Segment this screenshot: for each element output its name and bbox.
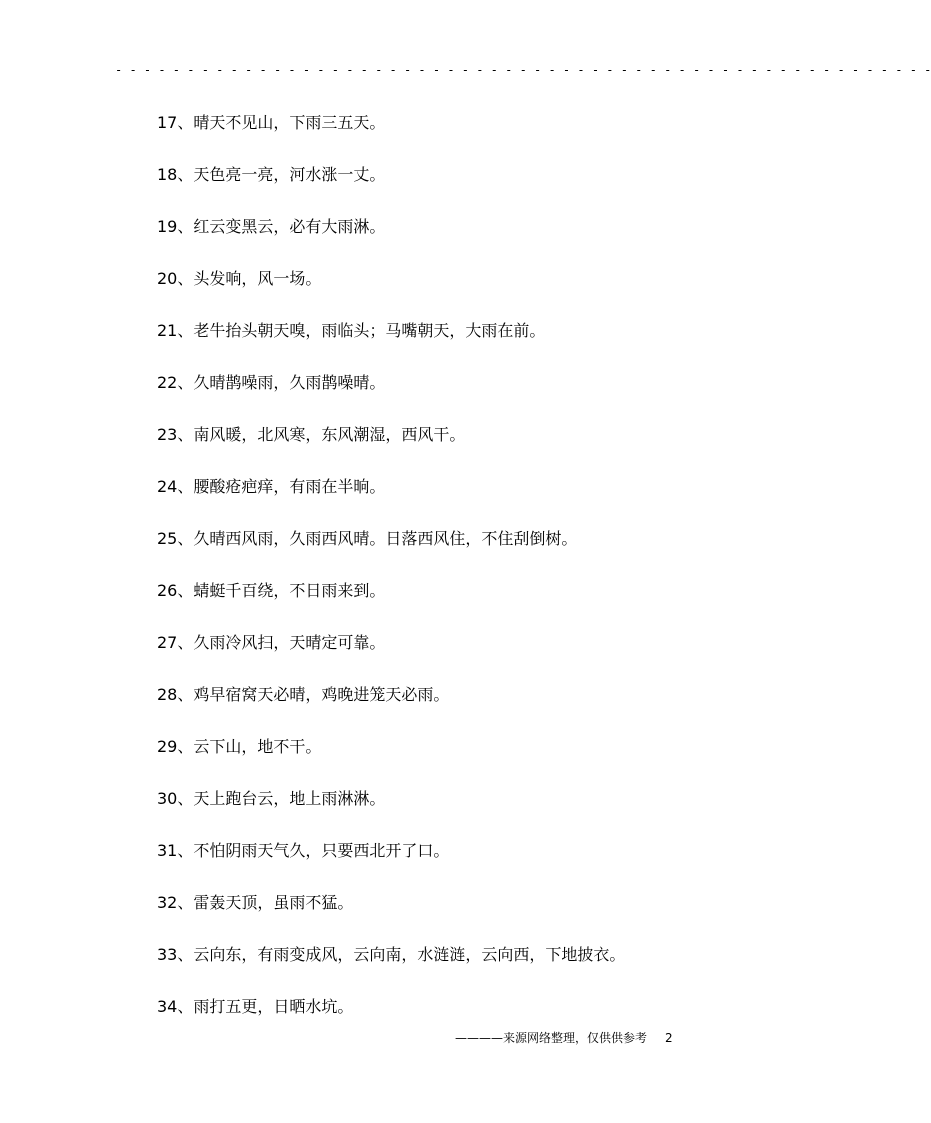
proverb-number: 19、 — [157, 217, 194, 236]
proverb-text: 南风暖，北风寒，东风潮湿，西风干。 — [193, 425, 466, 444]
proverb-list — [157, 110, 717, 1046]
list-item — [157, 734, 717, 786]
proverb-text: 蜻蜓千百绕，不日雨来到。 — [193, 581, 386, 600]
proverb-text: 雷轰天顶，虽雨不猛。 — [193, 893, 354, 912]
proverb-text: 不怕阴雨天气久，只要西北开了口。 — [193, 841, 450, 860]
proverb-number: 21、 — [157, 321, 194, 340]
proverb-number: 18、 — [157, 165, 194, 184]
list-item — [157, 318, 717, 370]
proverb-text: 红云变黑云，必有大雨淋。 — [193, 217, 386, 236]
proverb-number: 29、 — [157, 737, 194, 756]
proverb-number: 30、 — [157, 789, 194, 808]
list-item — [157, 110, 717, 162]
list-item — [157, 162, 717, 214]
proverb-number: 24、 — [157, 477, 194, 496]
list-item — [157, 266, 717, 318]
proverb-number: 23、 — [157, 425, 194, 444]
proverb-text: 久雨冷风扫，天晴定可靠。 — [193, 633, 386, 652]
proverb-text: 腰酸疮疤痒，有雨在半晌。 — [193, 477, 386, 496]
proverb-number: 20、 — [157, 269, 194, 288]
list-item — [157, 630, 717, 682]
proverb-text: 云向东，有雨变成风，云向南，水涟涟，云向西，下地披衣。 — [193, 945, 626, 964]
list-item — [157, 422, 717, 474]
proverb-text: 头发响，风一场。 — [193, 269, 322, 288]
footer-source-note: ————来源网络整理，仅供供参考 — [455, 1031, 648, 1045]
list-item — [157, 214, 717, 266]
list-item — [157, 578, 717, 630]
proverb-number: 25、 — [157, 529, 194, 548]
proverb-number: 34、 — [157, 997, 194, 1016]
page-footer — [455, 1029, 673, 1046]
proverb-text: 云下山，地不干。 — [193, 737, 322, 756]
proverb-text: 天上跑台云，地上雨淋淋。 — [193, 789, 386, 808]
proverb-text: 晴天不见山，下雨三五天。 — [193, 113, 386, 132]
list-item — [157, 526, 717, 578]
proverb-number: 32、 — [157, 893, 194, 912]
list-item — [157, 786, 717, 838]
proverb-number: 33、 — [157, 945, 194, 964]
proverb-number: 28、 — [157, 685, 194, 704]
list-item — [157, 838, 717, 890]
header-dashed-rule: - - - - - - - - - - - - - - - - - - - - - - - - - - - - - - - - - - - - - - - - - - - - - - - - - - - - - - - - - — [115, 63, 931, 77]
proverb-number: 26、 — [157, 581, 194, 600]
proverb-text: 久晴西风雨，久雨西风晴。日落西风住，不住刮倒树。 — [193, 529, 578, 548]
proverb-text: 天色亮一亮，河水涨一丈。 — [193, 165, 386, 184]
list-item — [157, 890, 717, 942]
proverb-number: 22、 — [157, 373, 194, 392]
list-item — [157, 942, 717, 994]
proverb-number: 31、 — [157, 841, 194, 860]
proverb-text: 老牛抬头朝天嗅，雨临头；马嘴朝天，大雨在前。 — [193, 321, 546, 340]
list-item — [157, 370, 717, 422]
proverb-text: 雨打五更，日晒水坑。 — [193, 997, 354, 1016]
proverb-number: 27、 — [157, 633, 194, 652]
proverb-number: 17、 — [157, 113, 194, 132]
list-item — [157, 682, 717, 734]
list-item — [157, 474, 717, 526]
page-number: 2 — [665, 1031, 673, 1045]
proverb-text: 久晴鹊噪雨，久雨鹊噪晴。 — [193, 373, 386, 392]
proverb-text: 鸡早宿窝天必晴，鸡晚进笼天必雨。 — [193, 685, 450, 704]
